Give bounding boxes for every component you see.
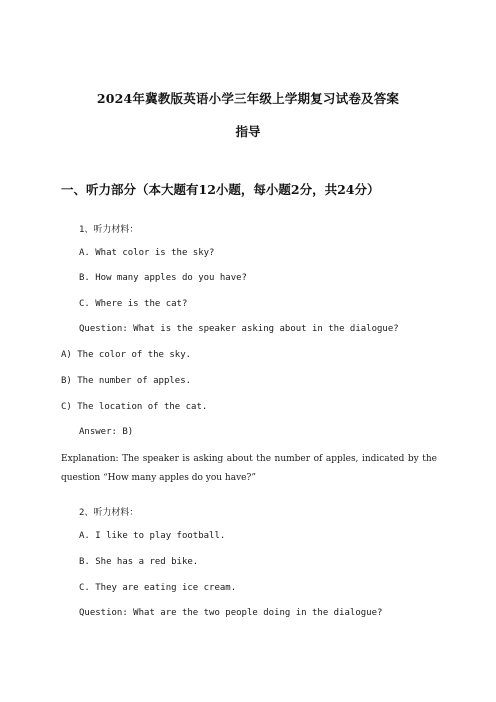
document-title: 2024年冀教版英语小学三年级上学期复习试卷及答案 (96, 91, 400, 106)
question-1-option-b: B. How many apples do you have? (79, 273, 247, 283)
question-2-option-a: A. I like to play football. (79, 531, 226, 541)
question-1-question: Question: What is the speaker asking about in the dialogue? (79, 324, 399, 334)
question-2-option-c: C. They are eating ice cream. (79, 583, 237, 593)
question-2-label: 2、听力材料： (79, 508, 139, 518)
question-1-choice-c: C) The location of the cat. (61, 402, 208, 412)
question-1-answer: Answer: B) (79, 427, 134, 437)
question-1-choice-b: B) The number of apples. (61, 376, 192, 386)
question-1-option-a: A. What color is the sky? (79, 248, 215, 258)
question-2-option-b: B. She has a red bike. (79, 557, 199, 567)
question-1-choice-a: A) The color of the sky. (61, 350, 192, 360)
question-1-explanation: Explanation: The speaker is asking about the number of apples, indicated by the question “How many apples do you have?” (61, 454, 437, 483)
question-1-option-c: C. Where is the cat? (79, 299, 188, 309)
question-1-label: 1、听力材料： (79, 225, 139, 235)
question-2-question: Question: What are the two people doing in the dialogue? (79, 608, 383, 618)
document-subtitle: 指导 (235, 124, 261, 139)
section-heading: 一、听力部分（本大题有12小题，每小题2分，共24分） (61, 182, 380, 197)
